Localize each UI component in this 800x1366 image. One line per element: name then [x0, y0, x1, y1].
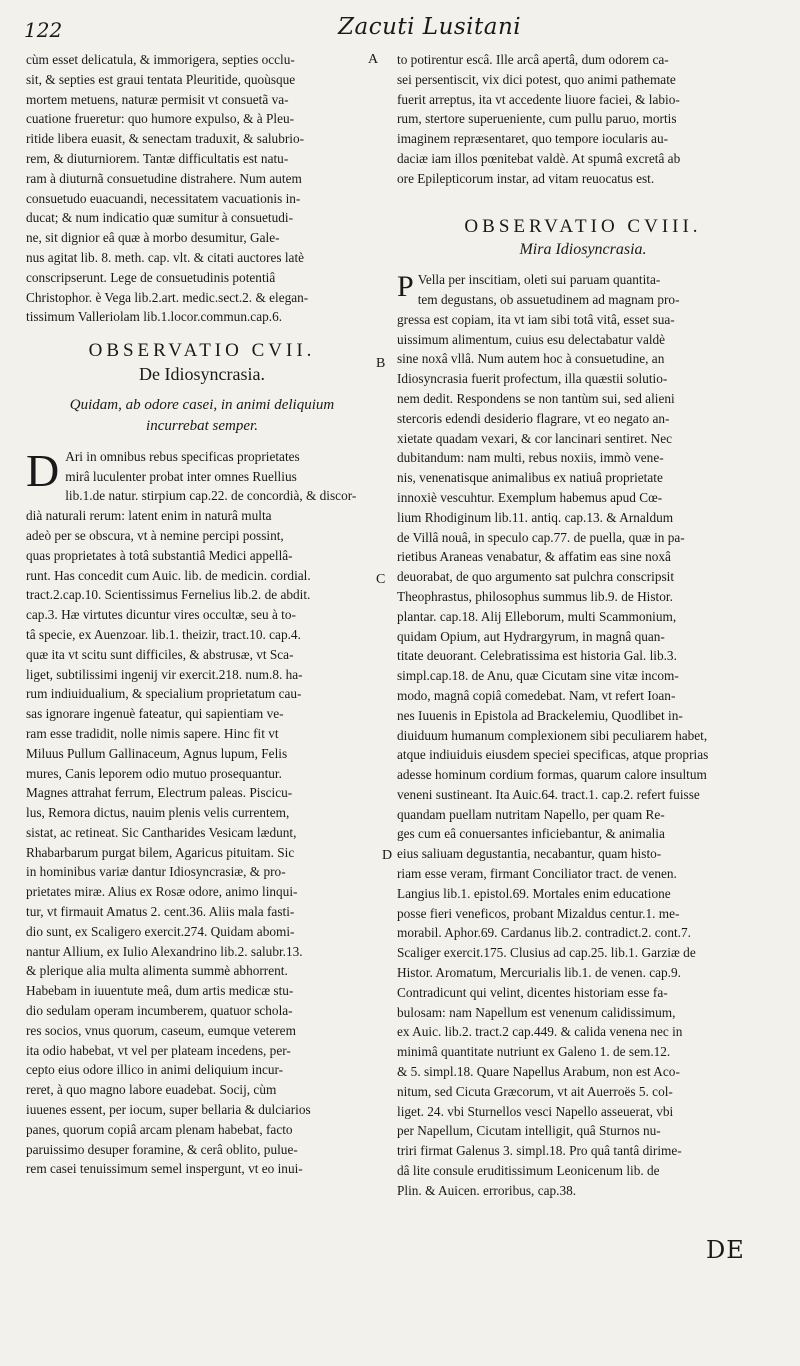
text-line: nitum, sed Cicuta Græcorum, vt ait Auerroës 5. col-	[397, 1083, 673, 1099]
text-line: reret, à quo magno labore euadebat. Socij, cùm	[26, 1082, 277, 1098]
text-line: daciæ iam illos pœnitebat valdè. At spumâ excretâ ab	[397, 150, 681, 166]
text-line: lib.1.de natur. stirpium cap.22. de concordià, & discor-	[65, 488, 357, 504]
text-line: riam esse veram, firmant Conciliator tract. de venen.	[397, 866, 677, 882]
text-line: prietates miræ. Alius ex Rosæ odore, animo linqui-	[26, 884, 298, 900]
text-line: & 5. simpl.18. Quare Napellus Arabum, non est Aco-	[397, 1064, 680, 1080]
text-line: Langius lib.1. epistol.69. Mortales enim educatione	[397, 885, 671, 901]
text-line: innoxiè vescuhtur. Exemplum habemus apud Cœ-	[397, 489, 663, 505]
text-line: & plerique alia multa alimenta summè abhorrent.	[26, 963, 288, 979]
text-line: Scaliger exercit.175. Clusius ad cap.25. lib.1. Garziæ de	[397, 945, 696, 961]
text-line: bulosam: nam Napellum est venenum calidissimum,	[397, 1004, 676, 1020]
text-line: lus, Remora dictus, nauim plenis velis currentem,	[26, 805, 290, 821]
text-line: sit, & septies est graui tentata Pleuritide, quoùsque	[26, 71, 296, 87]
text-line: consuetudo euacuandi, necessitatem vacuationis in-	[26, 190, 301, 206]
lead-line: incurrebat semper.	[146, 417, 258, 434]
text-line: ges cum eâ conuersantes inficiebantur, & animalia	[397, 826, 665, 842]
text-line: Plin. & Auicen. erroribus, cap.38.	[397, 1182, 577, 1198]
text-line: dio sedulam operam incumberem, quatuor schola-	[26, 1003, 293, 1019]
text-line: fuerit arreptus, ita vt accedente liuore faciei, & labio-	[397, 91, 680, 107]
text-line: rietibus Araneas venabatur, & affatim eas sine noxâ	[397, 549, 671, 565]
text-line: cepto eius odore illico in animi deliquium incur-	[26, 1062, 284, 1078]
text-line: nes Iuuenis in Epistola ad Brackelemiu, Quodlibet in-	[397, 707, 683, 723]
text-line: Histor. Aromatum, Mercurialis lib.1. de venen. cap.9.	[397, 965, 681, 981]
text-line: quandam puellam nutritam Napello, per quam Re-	[397, 806, 665, 822]
text-line: nis, venenatisque animalibus ex natiuâ proprietate	[397, 470, 663, 486]
right-intro-paragraph	[397, 50, 769, 189]
text-line: Rhabarbarum purgat bilem, Agaricus pituitam. Sic	[26, 844, 295, 860]
text-line: titate deuorant. Celebratissima est historia Gal. lib.3.	[397, 648, 677, 664]
text-line: liget, subtilissimi ingenij vir exercit.218. num.8. ha-	[26, 666, 303, 682]
text-line: cùm esset delicatula, & immorigera, septies occlu-	[26, 52, 295, 67]
text-line: lium Rhodiginum lib.11. antiq. cap.13. & Arnaldum	[397, 509, 674, 525]
text-line: mortem metuens, naturæ permisit vt consuetã va-	[26, 91, 289, 107]
text-line: dâ lite consule eruditissimum Leonicenum lib. de	[397, 1163, 660, 1179]
text-line: veneni sustineant. Ita Auic.64. tract.1. cap.2. refert fuisse	[397, 786, 700, 802]
text-line: sei persentiscit, vix dici potest, quo animi pathemate	[397, 71, 676, 87]
text-line: Ari in omnibus rebus specificas proprietates	[65, 448, 300, 464]
text-line: rem, & diuturniorem. Tantæ difficultatis est natu-	[26, 150, 289, 166]
text-line: iuuenes essent, per iocum, super bellaria & dulciarios	[26, 1102, 311, 1118]
observation-108-body	[397, 270, 769, 1200]
right-column	[397, 50, 769, 1201]
text-line: Vella per inscitiam, oleti sui paruam quantita-	[417, 272, 661, 288]
text-line: Idiosyncrasia fuerit profectum, illa quæstii solutio-	[397, 371, 668, 387]
text-line: gressa est copiam, ita vt iam sibi totâ vitâ, esset sua-	[397, 311, 675, 327]
left-intro-paragraph	[26, 50, 378, 327]
text-line: Magnes attrahat ferrum, Electrum paleas. Piscicu-	[26, 785, 293, 801]
text-line: nus agitat lib. 8. meth. cap. vlt. & citati auctores latè	[26, 249, 305, 265]
text-line: imaginem repræsentaret, quo tempore iocularis au-	[397, 131, 669, 147]
text-line: minimâ quantitate nutriunt ex Galeno 1. de sem.12.	[397, 1044, 671, 1060]
text-line: Christophor. è Vega lib.2.art. medic.sect.2. & elegan-	[26, 289, 309, 305]
lead-line: Quidam, ab odore casei, in animi deliquium	[69, 396, 335, 413]
text-line: simpl.cap.18. de Anu, quæ Cicutam sine vitæ incom-	[397, 668, 679, 684]
text-line: Contradicunt qui velint, dicentes historiam esse fa-	[397, 984, 668, 1000]
text-line: tâ specie, ex Auenzoar. lib.1. theizir, tract.10. cap.4.	[26, 626, 301, 642]
text-line: tract.2.cap.10. Scientissimus Fernelius lib.2. de abdit.	[26, 587, 311, 603]
text-line: cap.3. Hæ virtutes dicuntur vires occultæ, seu à to-	[26, 607, 296, 623]
text-line: quæ ita vt scitu sunt difficiles, & abstrusæ, vt Sca-	[26, 646, 294, 662]
margin-letter-c: C	[376, 572, 386, 587]
text-line: xietate quadam vexari, & cor lancinari sentiret. Nec	[397, 430, 673, 446]
text-line: rem casei tenuissimum semel inspergunt, vt eo inui-	[26, 1161, 303, 1177]
text-line: triri firmat Galenus 3. simpl.18. Pro quâ tantâ dirime-	[397, 1143, 682, 1159]
text-line: tem degustans, ob assuetudinem ad magnam pro-	[417, 291, 680, 307]
text-line: conscripserunt. Lege de consuetudinis potentiâ	[26, 269, 276, 285]
text-line: dubitandum: nam multi, rebus noxiis, immò vene-	[397, 450, 664, 466]
text-line: rum indiuidualium, & specialium proprietatum cau-	[26, 686, 302, 702]
text-line: nem dedit. Respondens se non tantùm sui, sed alieni	[397, 390, 675, 406]
text-line: per Napellum, Cicutam intelligit, quâ Sturnos nu-	[397, 1123, 661, 1139]
text-line: dià naturali rerum: latent enim in naturâ multa	[26, 508, 272, 524]
dropcap-d: D	[26, 444, 60, 496]
observation-107-lead	[26, 395, 378, 437]
text-line: diuiduum humanum complexionem sibi peculiarem habet,	[397, 727, 708, 743]
text-line: eius saliuam degustantia, necabantur, quam histo-	[397, 846, 662, 862]
text-line: sas ignorare ingenuè fateatur, qui sapientiam ve-	[26, 706, 284, 722]
text-line: rum, stertore superueniente, cum pullu paruo, mortis	[397, 111, 677, 127]
page-number: 122	[24, 18, 63, 42]
text-line: quas proprietates à totâ substantiâ Medici appellâ-	[26, 547, 293, 563]
text-line: ne, sit dignior eâ quæ à morbo desumitur, Gale-	[26, 230, 280, 246]
text-line: uissimum alimentum, cuius esu delectabatur valdè	[397, 331, 666, 347]
text-line: Miluus Pullum Gallinaceum, Agnus lupum, Felis	[26, 745, 288, 761]
margin-letter-b: B	[376, 356, 386, 371]
text-line: mures, Canis leporem odio mutuo prosequantur.	[26, 765, 282, 781]
text-line: to potirentur escâ. Ille arcâ apertâ, dum odorem ca-	[397, 52, 669, 67]
text-line: quidam Opium, aut Hydrargyrum, in magnâ quan-	[397, 628, 665, 644]
text-line: mirâ luculenter probat inter omnes Ruellius	[65, 468, 297, 484]
text-line: atque indiuiduis eiusdem speciei specificas, atque proprias	[397, 747, 709, 763]
text-line: ritide libera euasit, & senectam traduxit, & salubrio-	[26, 131, 305, 147]
text-line: ex Auic. lib.2. tract.2 cap.449. & calida venena nec in	[397, 1024, 683, 1040]
text-line: paruissimo desuper foramine, & cerâ oblito, pulue-	[26, 1141, 298, 1157]
text-line: adeò per se obscura, vt à nemine percipi possint,	[26, 527, 284, 543]
text-line: deuorabat, de quo argumento sat pulchra conscripsit	[397, 569, 675, 585]
text-line: res socios, vnus quorum, caseum, eumque veterem	[26, 1022, 296, 1038]
observation-108-subtitle: Mira Idiosyncrasia.	[519, 241, 647, 259]
text-line: ore Epilepticorum instar, ad vitam reuocatus est.	[397, 170, 655, 186]
text-line: morabil. Aphor.69. Cardanus lib.2. contradict.2. cont.7.	[397, 925, 691, 941]
text-line: plantar. cap.18. Alij Elleborum, multi Scammonium,	[397, 608, 677, 624]
text-line: cuatione frueretur: quo humore expulso, & à Pleu-	[26, 111, 295, 127]
text-line: panes, quorum copiâ arcam plenam habebat, facto	[26, 1121, 293, 1137]
text-line: Habebam in iuuentute meâ, dum artis medicæ stu-	[26, 983, 294, 999]
margin-letter-a: A	[368, 52, 379, 67]
text-line: posse fieri veneficos, probant Mizaldus centur.1. me-	[397, 905, 680, 921]
observation-107-body	[26, 444, 378, 1179]
dropcap-p: P	[397, 270, 414, 304]
catchword: DE	[706, 1236, 745, 1264]
text-line: nantur Allium, ex Iulio Alexandrino lib.2. salubr.13.	[26, 943, 303, 959]
text-line: liget. 24. vbi Sturnellos vesci Napello asseuerat, vbi	[397, 1103, 674, 1119]
text-line: tur, vt firmauit Amatus 2. cent.36. Aliis mala fasti-	[26, 904, 295, 920]
observation-108-title: OBSERVATIO CVIII.	[464, 215, 702, 237]
text-line: stercoris edendi desiderio flagrare, vt eo negato an-	[397, 410, 670, 426]
running-title: Zacuti Lusitani	[338, 14, 522, 40]
text-line: in hominibus variæ dantur Idiosyncrasiæ, & pro-	[26, 864, 286, 880]
text-line: ram à diuturnã consuetudine distrahere. Num autem	[26, 170, 302, 186]
text-line: Theophrastus, philosophus summus lib.9. de Histor.	[397, 588, 673, 604]
observation-107-subtitle: De Idiosyncrasia.	[139, 363, 265, 384]
text-line: ita odio habebat, vt vel per plateam incedens, per-	[26, 1042, 291, 1058]
text-line: ram esse tradidit, nolle nimis sapere. Hinc fit vt	[26, 725, 279, 741]
text-line: modo, magnâ copiâ comedebat. Nam, vt refert Ioan-	[397, 687, 676, 703]
text-line: tissimum Valleriolam lib.1.locor.commun.cap.6.	[26, 309, 283, 325]
text-line: dio sunt, ex Scaligero exercit.274. Quidam abomi-	[26, 923, 295, 939]
text-line: de Villâ nouâ, in speculo cap.77. de puella, quæ in pa-	[397, 529, 685, 545]
text-line: sistat, ac retineat. Sic Cantharides Vesicam lædunt,	[26, 824, 297, 840]
text-line: adesse hominum cordium formas, quarum calore insultum	[397, 767, 707, 783]
margin-letter-d: D	[382, 848, 393, 863]
observation-107-title: OBSERVATIO CVII.	[88, 340, 316, 362]
text-line: ducat; & num indicatio quæ sumitur à consuetudi-	[26, 210, 294, 226]
text-line: runt. Has concedit cum Auic. lib. de medicin. cordial.	[26, 567, 311, 583]
text-line: sine noxâ vllâ. Num autem hoc à consuetudine, an	[397, 351, 665, 367]
left-column	[26, 50, 378, 1179]
